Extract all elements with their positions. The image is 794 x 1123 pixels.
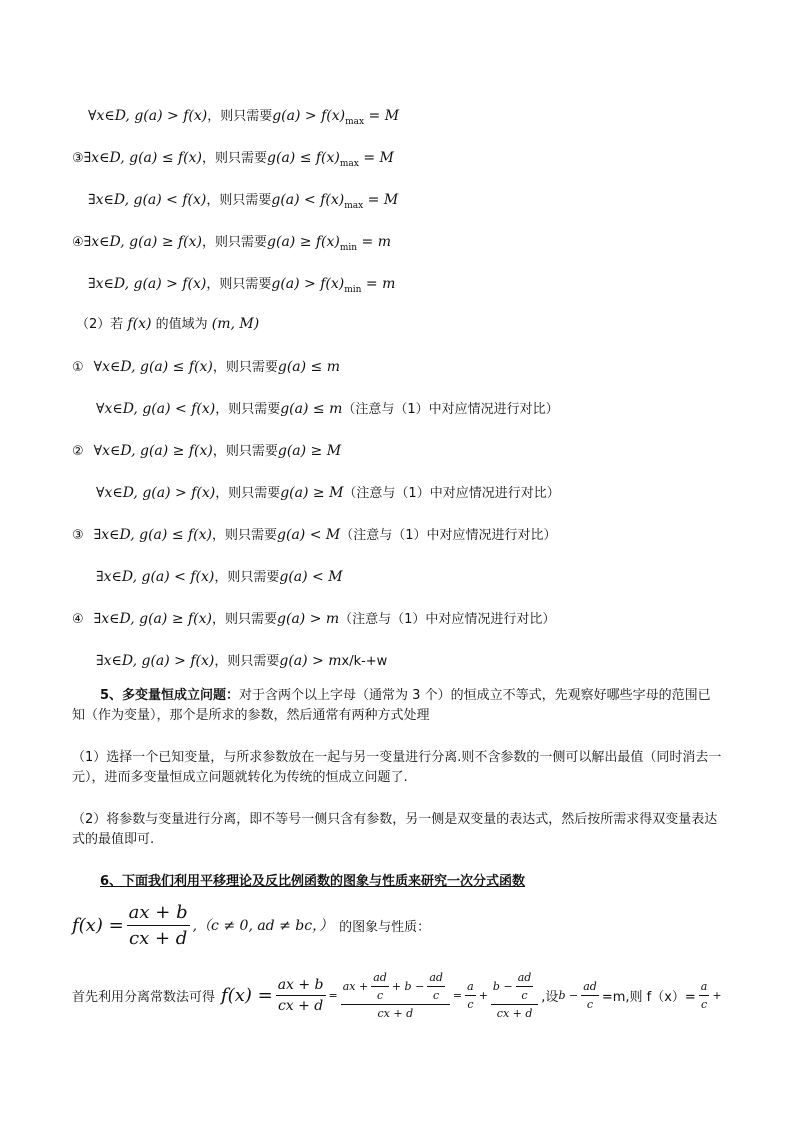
deriv-frac-5-bar (581, 995, 599, 996)
deriv-frac-3-bar (465, 995, 476, 996)
deriv-frac-4 (491, 971, 538, 1020)
deriv-fx: f(x) = (221, 984, 273, 1006)
range-text: ，则只需要 (214, 570, 280, 585)
case-sub: max (345, 117, 365, 127)
range-text: ，则只需要 (214, 654, 280, 669)
case-line (88, 190, 398, 216)
function-definition (72, 895, 430, 955)
fraction-numerator: ax + b (128, 901, 188, 923)
deriv-frac-3-den: c (467, 997, 474, 1011)
range-expr: ∀x∈D, g(a) ≤ f(x) (93, 359, 213, 375)
case-text: ，则只需要 (202, 235, 268, 250)
deriv-frac-2-den: cx + d (377, 1006, 414, 1020)
range-result: g(a) ≥ M (277, 443, 342, 459)
case-text: ，则只需要 (207, 109, 273, 124)
condition: ,（c ≠ 0, ad ≠ bc，） (192, 918, 334, 934)
deriv-frac-4-inner (516, 971, 534, 1002)
case-tail: = M (364, 108, 400, 124)
range-prefix: ④ (72, 612, 84, 627)
deriv-frac-1 (276, 977, 326, 1014)
deriv-frac-1-num: ax + b (277, 976, 324, 993)
deriv-m: =m,则 f（x）= (601, 989, 696, 1005)
deriv-frac-4-num-b: b − (492, 979, 513, 993)
case-text: ，则只需要 (206, 277, 272, 292)
deriv-frac-3 (465, 980, 476, 1011)
fraction-main (127, 902, 190, 949)
case-result: g(a) > f(x) (272, 108, 346, 124)
case-sub: max (344, 201, 364, 211)
fraction-denominator: cx + d (129, 927, 188, 949)
range-line (96, 567, 343, 588)
range-result: g(a) < M (279, 569, 343, 585)
deriv-frac-2-bar (341, 1004, 450, 1005)
range-line (96, 399, 559, 420)
range-text: ，则只需要 (212, 528, 278, 543)
case-line (72, 148, 394, 174)
case-line (72, 232, 391, 258)
section5-item1: （1）选择一个已知变量，与所求参数放在一起与另一变量进行分离.则不含参数的一侧可以解出最值（同时消去一元），进而多变量恒成立问题就转化为传统的恒成立问题了. (72, 750, 722, 785)
case-expr: ∃x∈D, g(a) ≤ f(x) (83, 150, 202, 166)
deriv-frac-4-bar (491, 1004, 538, 1005)
case-tail: = M (358, 150, 394, 166)
range-text: ，则只需要 (215, 486, 281, 501)
case-expr: ∃x∈D, g(a) > f(x) (88, 276, 207, 292)
deriv-inner-3-den: c (521, 988, 528, 1002)
range-note: （注意与（1）中对应情况进行对比） (343, 486, 560, 501)
case-result: g(a) > f(x) (271, 276, 345, 292)
range-text: ，则只需要 (212, 360, 278, 375)
case-expr: ∃x∈D, g(a) < f(x) (88, 192, 207, 208)
fraction-bar (127, 925, 190, 926)
range-expr: ∃x∈D, g(a) > f(x) (96, 653, 215, 669)
case-expr: ∃x∈D, g(a) ≥ f(x) (83, 234, 202, 250)
range-expr: ∃x∈D, g(a) < f(x) (96, 569, 215, 585)
range-prefix: ② (72, 444, 84, 459)
case-prefix: ④ (72, 235, 84, 250)
deriv-frac-2-num-a: ax + (342, 979, 369, 993)
range-result: g(a) ≤ m (277, 359, 341, 375)
range-note: x/k-+w (341, 654, 388, 669)
case-tail: = m (361, 276, 396, 292)
deriv-frac-1-den: cx + d (277, 997, 324, 1014)
deriv-frac-4-den: cx + d (496, 1006, 533, 1020)
deriv-frac-3-num: a (467, 979, 474, 993)
case-expr: ∀x∈D, g(a) > f(x) (88, 108, 208, 124)
range-line (96, 483, 560, 504)
range-result: g(a) ≥ M (280, 485, 344, 501)
deriv-frac-5-den: c (586, 997, 594, 1011)
case-prefix: ③ (72, 151, 84, 166)
deriv-frac-6-bar (699, 995, 710, 996)
range-expr: ∀x∈D, g(a) > f(x) (96, 485, 216, 501)
range-expr: ∃x∈D, g(a) ≤ f(x) (93, 527, 212, 543)
range-heading (76, 314, 259, 335)
range-result: g(a) > m (279, 653, 342, 669)
range-line (72, 357, 340, 378)
case-sub: min (339, 243, 358, 253)
deriv-inner-3-num: ad (517, 970, 532, 984)
range-heading-range: (m, M) (211, 316, 260, 332)
deriv-inner-2-bar (427, 986, 445, 987)
deriv-eq-1: = (328, 988, 338, 1002)
deriv-frac-6-num: a (700, 979, 708, 993)
deriv-eq-2: = (452, 988, 463, 1002)
deriv-frac-6-den: c (700, 997, 708, 1011)
definition-suffix: 的图象与性质： (339, 919, 431, 935)
deriv-frac-6 (699, 980, 710, 1011)
deriv-end: + (712, 988, 722, 1002)
deriv-inner-1-bar (371, 986, 389, 987)
range-heading-label: （2）若 (76, 317, 124, 332)
section5-item2: （2）将参数与变量进行分离，即不等号一侧只含有参数，另一侧是双变量的表达式，然后按所需求得双变量表达式的最值即可. (72, 812, 718, 847)
case-result: g(a) ≥ f(x) (267, 234, 340, 250)
case-sub: max (339, 159, 359, 169)
section5-para (72, 686, 722, 726)
deriv-frac-2-num-mid: + b − (391, 979, 425, 993)
deriv-inner-2-num: ad (429, 970, 443, 984)
deriv-plus: + (478, 988, 488, 1002)
range-heading-expr: f(x) (127, 316, 152, 332)
fx-label: f(x) = (72, 914, 124, 936)
section5-body: 对于含两个以上字母（通常为 3 个）的恒成立不等式，先观察好哪些字母的范围已知（作为变量），那个是所求的参数，然后通常有两种方式处理 (72, 688, 711, 723)
range-result: g(a) < M (277, 527, 341, 543)
deriv-frac-2-inner-1 (371, 971, 389, 1002)
case-tail: = M (363, 192, 399, 208)
deriv-frac-5-num: ad (583, 979, 597, 993)
deriv-inner-2-den: c (433, 988, 440, 1002)
deriv-frac-2-inner-2 (427, 971, 445, 1002)
deriv-frac-4-num (491, 971, 538, 1002)
range-line (72, 609, 555, 630)
derivation (72, 960, 722, 1030)
range-note: （注意与（1）中对应情况进行对比） (339, 612, 556, 627)
range-prefix: ③ (72, 528, 84, 543)
case-sub: min (344, 285, 362, 295)
case-text: ，则只需要 (206, 193, 272, 208)
range-text: ，则只需要 (212, 444, 278, 459)
section5-heading: 5、多变量恒成立问题： (100, 688, 240, 703)
case-result: g(a) < f(x) (271, 192, 345, 208)
deriv-b-minus: b − (558, 988, 579, 1002)
section6-heading: 6、下面我们利用平移理论及反比例函数的图象与性质来研究一次分式函数 (100, 874, 526, 889)
case-tail: = m (357, 234, 392, 250)
deriv-frac-1-bar (276, 995, 326, 996)
range-result: g(a) ≤ m (280, 401, 343, 417)
range-expr: ∀x∈D, g(a) ≥ f(x) (93, 443, 213, 459)
range-expr: ∃x∈D, g(a) ≥ f(x) (93, 611, 212, 627)
deriv-frac-2-num (341, 971, 450, 1002)
deriv-inner-3-bar (516, 986, 534, 987)
deriv-inner-1-den: c (376, 988, 384, 1002)
deriv-frac-2 (341, 971, 450, 1020)
deriv-prefix: 首先利用分离常数法可得 (72, 989, 216, 1005)
case-text: ，则只需要 (202, 151, 268, 166)
deriv-inner-1-num: ad (373, 970, 387, 984)
range-line (72, 525, 557, 546)
range-line (72, 441, 341, 462)
deriv-set: ,设 (541, 989, 559, 1005)
case-line (88, 274, 395, 300)
range-expr: ∀x∈D, g(a) < f(x) (96, 401, 216, 417)
case-line (88, 106, 399, 132)
range-text: ，则只需要 (212, 612, 278, 627)
range-note: （注意与（1）中对应情况进行对比） (340, 528, 557, 543)
range-heading-text: 的值域为 (155, 317, 208, 332)
deriv-frac-5 (581, 980, 599, 1011)
range-text: ，则只需要 (215, 402, 281, 417)
range-note: （注意与（1）中对应情况进行对比） (342, 402, 559, 417)
range-prefix: ① (72, 360, 84, 375)
range-line (96, 651, 387, 672)
range-result: g(a) > m (277, 611, 340, 627)
case-result: g(a) ≤ f(x) (267, 150, 340, 166)
